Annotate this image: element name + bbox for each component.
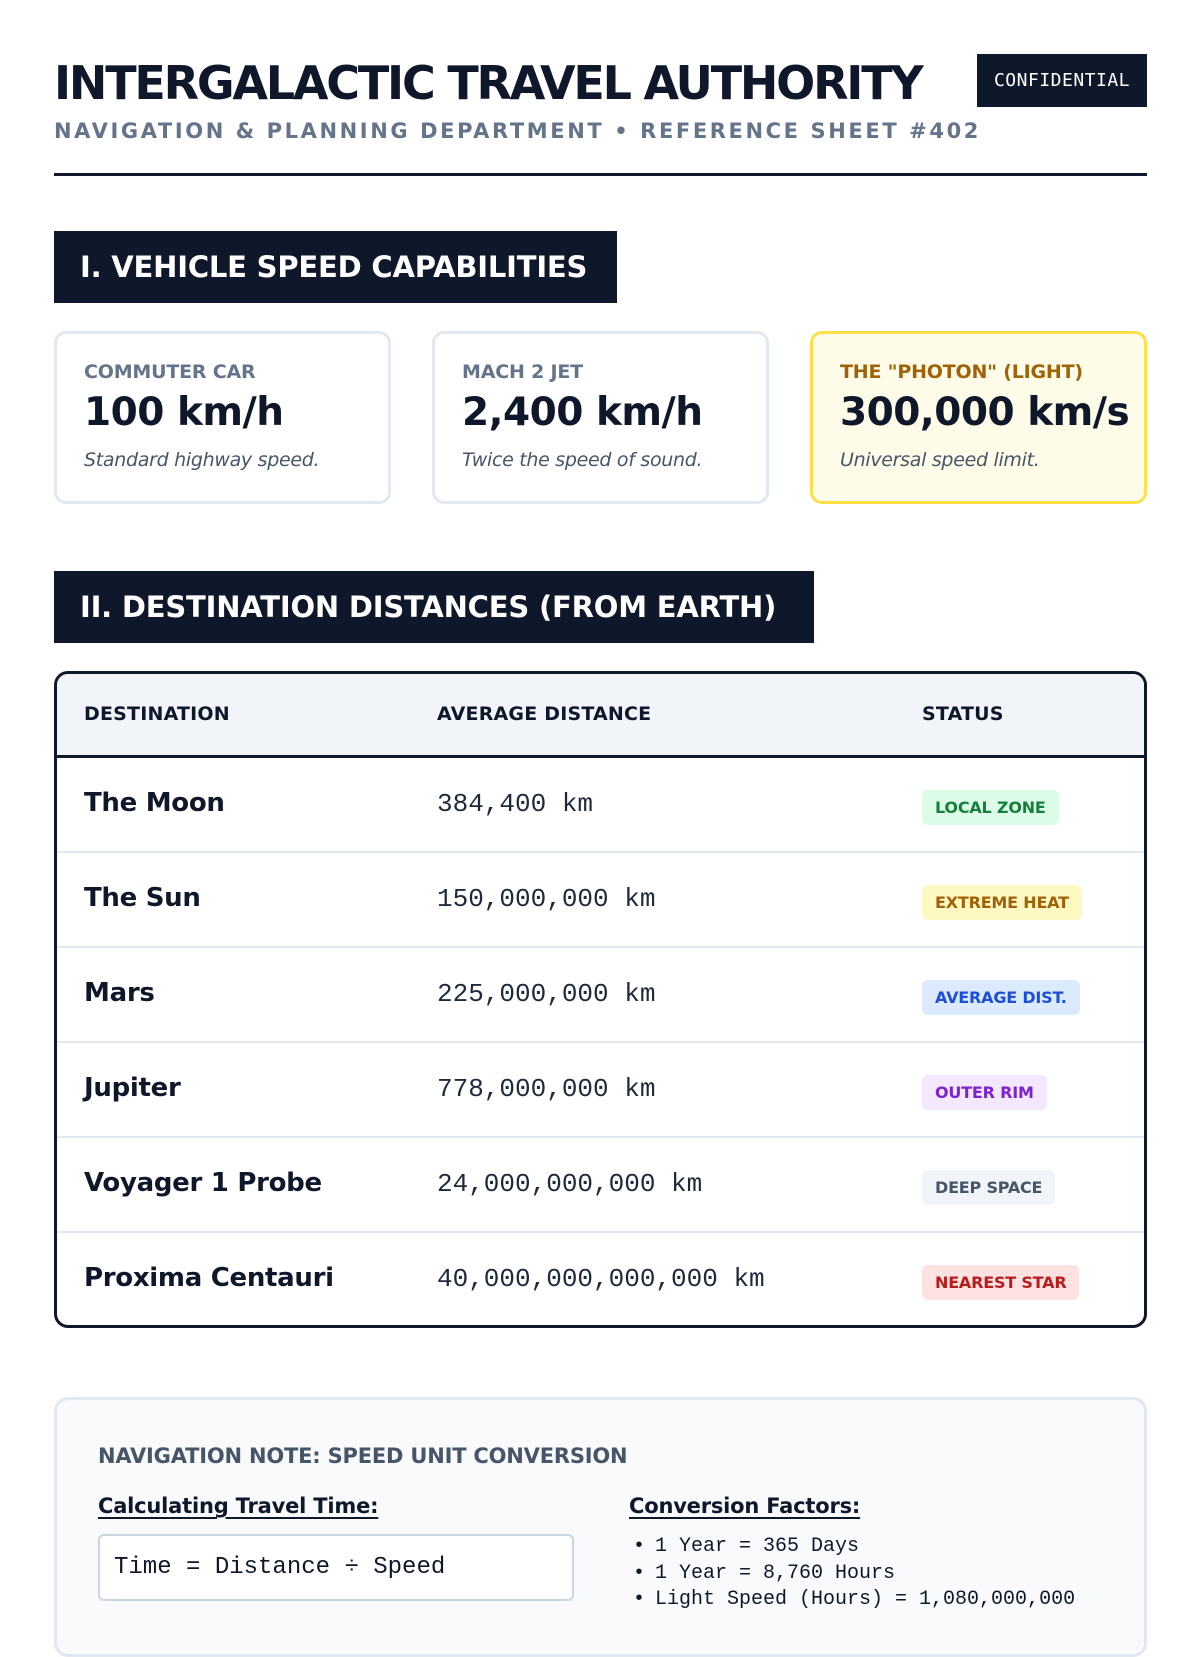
speed-card-jet bbox=[432, 331, 769, 504]
table-row bbox=[57, 1233, 1144, 1328]
section-heading-speed: I. VEHICLE SPEED CAPABILITIES bbox=[54, 231, 617, 303]
card-description: Standard highway speed. bbox=[84, 449, 320, 471]
column-header-destination: DESTINATION bbox=[84, 703, 230, 725]
card-label: MACH 2 JET bbox=[462, 361, 583, 383]
status-badge: AVERAGE DIST. bbox=[922, 980, 1080, 1015]
destination-cell: Jupiter bbox=[84, 1073, 181, 1103]
page-subtitle: NAVIGATION & PLANNING DEPARTMENT • REFERENCE SHEET #402 bbox=[54, 119, 981, 143]
page-title: INTERGALACTIC TRAVEL AUTHORITY bbox=[54, 56, 922, 110]
table-row bbox=[57, 1043, 1144, 1138]
destination-cell: Proxima Centauri bbox=[84, 1263, 334, 1293]
distance-table bbox=[54, 671, 1147, 1328]
list-item bbox=[629, 1587, 1075, 1614]
destination-cell: Voyager 1 Probe bbox=[84, 1168, 322, 1198]
navigation-note bbox=[54, 1397, 1147, 1657]
status-badge: DEEP SPACE bbox=[922, 1170, 1055, 1205]
bullet-icon: • bbox=[633, 1535, 646, 1558]
bullet-icon: • bbox=[633, 1561, 646, 1585]
list-item bbox=[629, 1534, 1075, 1561]
column-header-status: STATUS bbox=[922, 703, 1004, 725]
table-row bbox=[57, 758, 1144, 853]
table-row bbox=[57, 948, 1144, 1043]
section-heading-distances: II. DESTINATION DISTANCES (FROM EARTH) bbox=[54, 571, 814, 643]
factor-text: 1 Year = 8,760 Hours bbox=[655, 1561, 896, 1585]
conversion-factors-list bbox=[629, 1534, 1075, 1614]
status-badge: NEAREST STAR bbox=[922, 1265, 1079, 1300]
card-value: 100 km/h bbox=[84, 390, 284, 435]
speed-card-car bbox=[54, 331, 391, 504]
destination-cell: Mars bbox=[84, 978, 155, 1008]
factor-text: Light Speed (Hours) = 1,080,000,000 bbox=[655, 1588, 1076, 1611]
destination-cell: The Moon bbox=[84, 788, 225, 818]
note-title: NAVIGATION NOTE: SPEED UNIT CONVERSION bbox=[98, 1444, 628, 1468]
reference-sheet bbox=[54, 0, 1147, 1611]
column-header-distance: AVERAGE DISTANCE bbox=[437, 703, 652, 725]
card-label: THE "PHOTON" (LIGHT) bbox=[840, 361, 1083, 383]
distance-cell: 40,000,000,000,000 km bbox=[437, 1264, 765, 1294]
conversion-factors-heading: Conversion Factors: bbox=[629, 1494, 861, 1518]
card-value: 2,400 km/h bbox=[462, 390, 703, 435]
card-label: COMMUTER CAR bbox=[84, 361, 256, 383]
speed-card-light bbox=[810, 331, 1147, 504]
table-row bbox=[57, 853, 1144, 948]
list-item bbox=[629, 1561, 1075, 1588]
confidential-badge: CONFIDENTIAL bbox=[977, 54, 1147, 107]
document-header bbox=[54, 0, 1147, 176]
formula-box: Time = Distance ÷ Speed bbox=[98, 1534, 574, 1601]
distance-cell: 24,000,000,000 km bbox=[437, 1169, 703, 1199]
bullet-icon: • bbox=[633, 1588, 646, 1611]
distance-cell: 225,000,000 km bbox=[437, 979, 656, 1009]
card-description: Universal speed limit. bbox=[840, 449, 1040, 471]
table-row bbox=[57, 1138, 1144, 1233]
destination-cell: The Sun bbox=[84, 883, 201, 913]
speed-cards bbox=[54, 331, 1147, 504]
card-description: Twice the speed of sound. bbox=[462, 449, 703, 471]
factor-text: 1 Year = 365 Days bbox=[655, 1535, 860, 1558]
distance-cell: 150,000,000 km bbox=[437, 884, 656, 914]
status-badge: EXTREME HEAT bbox=[922, 885, 1082, 920]
card-value: 300,000 km/s bbox=[840, 390, 1130, 435]
status-badge: LOCAL ZONE bbox=[922, 790, 1059, 825]
table-header bbox=[57, 674, 1144, 758]
distance-cell: 778,000,000 km bbox=[437, 1074, 656, 1104]
distance-cell: 384,400 km bbox=[437, 789, 594, 819]
travel-time-heading: Calculating Travel Time: bbox=[98, 1494, 379, 1518]
status-badge: OUTER RIM bbox=[922, 1075, 1047, 1110]
